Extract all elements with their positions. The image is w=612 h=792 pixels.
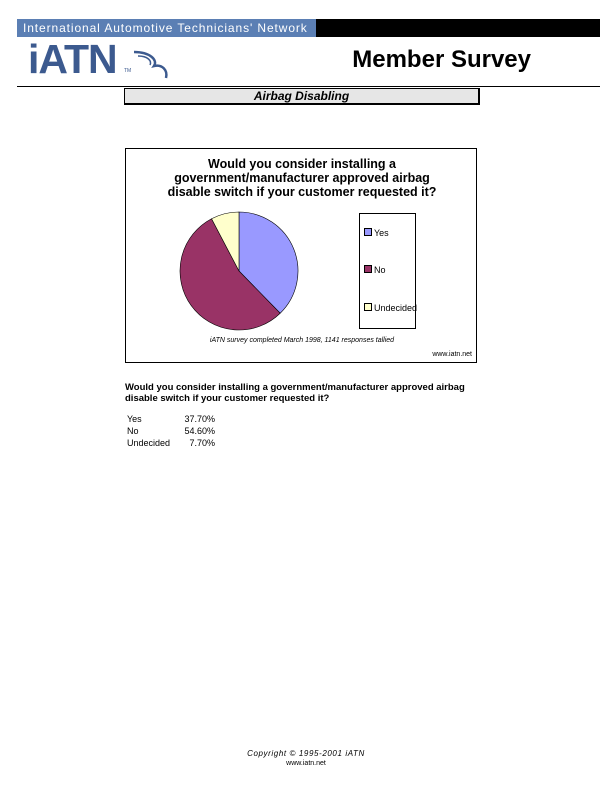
chart-note: iATN survey completed March 1998, 1141 responses tallied [209,337,395,344]
network-name: International Automotive Technicians' Network [23,21,308,35]
result-value: 37.70% [184,414,215,424]
results-table [127,413,215,449]
chart-legend [359,213,416,329]
result-label: Yes [127,414,142,424]
survey-question: Would you consider installing a government/manufacturer approved airbag disable switch if your customer requested it? [125,382,465,404]
table-row [127,437,215,449]
result-value: 54.60% [184,426,215,436]
chart-title-line: disable switch if your customer requested it? [167,185,437,199]
logo-tm: TM [124,68,132,74]
logo-swoosh-icon [132,50,172,80]
header-divider [17,86,600,87]
legend-swatch [364,303,372,311]
logo-text: iATN [28,36,117,82]
result-label: Undecided [127,438,171,448]
legend-item-undecided [364,303,417,313]
legend-swatch [364,265,372,273]
table-row [127,413,215,425]
chart-title-line: government/manufacturer approved airbag [174,171,430,185]
copyright: Copyright © 1995-2001 iATN [247,749,365,758]
table-row [127,425,215,437]
pie-chart [125,148,477,363]
header-bar [17,19,600,37]
pie-svg [166,201,316,341]
legend-swatch [364,228,372,236]
page-title: Member Survey [352,46,531,73]
result-value: 7.70% [189,438,215,448]
footer-url: www.iatn.net [286,760,326,767]
result-label: No [127,426,139,436]
legend-label: No [374,265,386,275]
legend-label: Yes [374,228,389,238]
chart-title-line: Would you consider installing a [208,157,396,171]
legend-item-yes [364,228,389,238]
section-label: Airbag Disabling [124,88,480,105]
iatn-logo [28,36,148,84]
legend-label: Undecided [374,303,418,313]
chart-title [146,157,458,199]
chart-source: www.iatn.net [432,351,472,358]
legend-item-no [364,265,386,275]
